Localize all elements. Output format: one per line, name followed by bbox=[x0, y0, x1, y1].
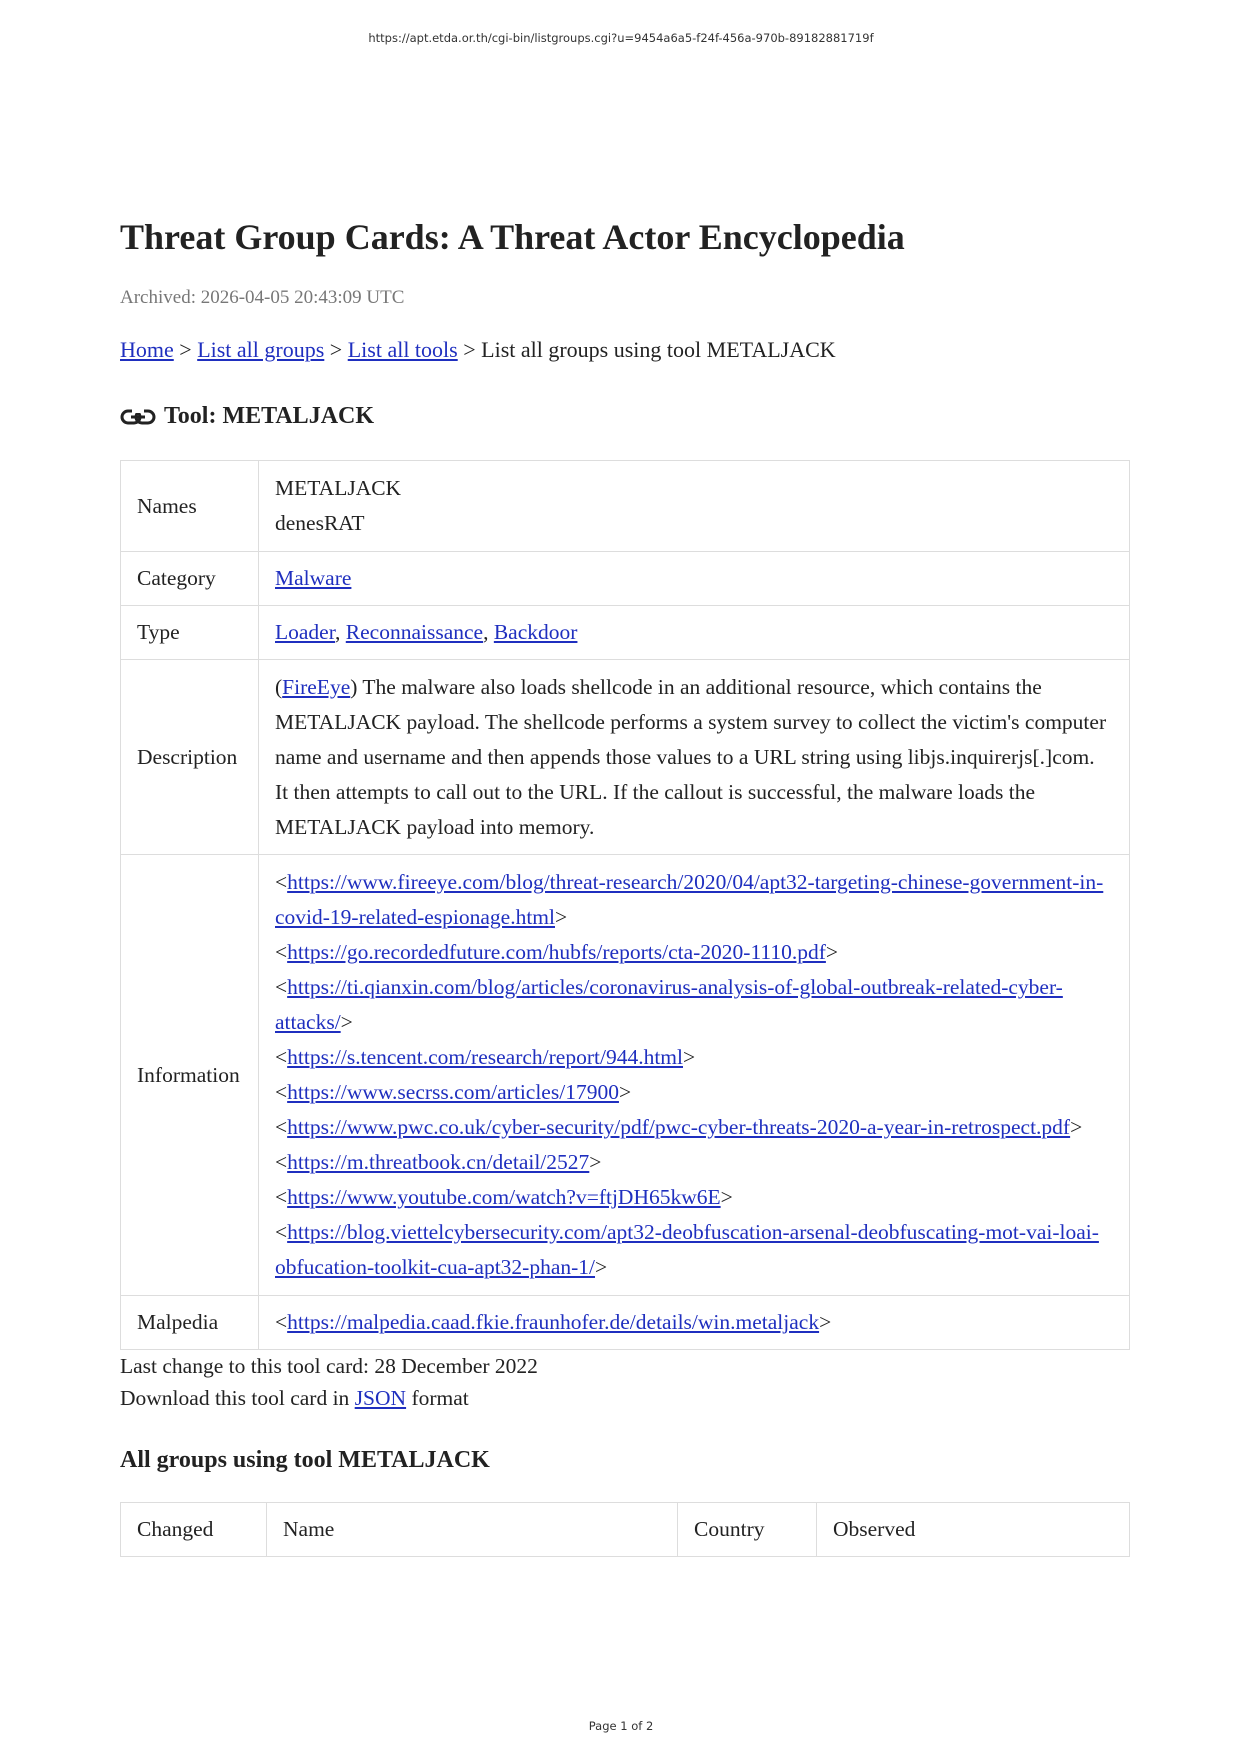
table-row bbox=[121, 552, 1130, 606]
page-title: Threat Group Cards: A Threat Actor Encyclopedia bbox=[120, 217, 905, 257]
breadcrumb-separator: > bbox=[329, 337, 343, 362]
table-row bbox=[121, 461, 1130, 552]
groups-heading: All groups using tool METALJACK bbox=[120, 1447, 490, 1473]
page-url-header: https://apt.etda.or.th/cgi-bin/listgroups.cgi?u=9454a6a5-f24f-456a-970b-89182881719f bbox=[368, 31, 874, 45]
category-link[interactable]: Malware bbox=[275, 566, 352, 590]
breadcrumb-separator: > bbox=[179, 337, 192, 362]
information-link[interactable]: https://m.threatbook.cn/detail/2527 bbox=[287, 1150, 590, 1174]
download-suffix: format bbox=[411, 1386, 469, 1410]
type-value: Loader, Reconnaissance, Backdoor bbox=[259, 606, 1130, 660]
category-value bbox=[259, 552, 1130, 606]
table-row bbox=[121, 855, 1130, 1296]
information-item: <https://go.recordedfuture.com/hubfs/reports/cta-2020-1110.pdf> bbox=[275, 940, 839, 964]
description-text: The malware also loads shellcode in an additional resource, which contains the METALJACK payload. The shellcode performs a system survey to collect the victim's computer name and username and then appends those values to a URL string using libjs.inquirerjs[.]com. It then attempts to call out to the URL. If the callout is successful, the malware loads the METALJACK payload into memory. bbox=[275, 674, 1107, 839]
information-link[interactable]: https://www.secrss.com/articles/17900 bbox=[287, 1080, 619, 1104]
table-row bbox=[121, 606, 1130, 660]
information-link[interactable]: https://go.recordedfuture.com/hubfs/reports/cta-2020-1110.pdf bbox=[287, 940, 826, 964]
type-label: Type bbox=[121, 606, 259, 660]
archived-timestamp: Archived: 2026-04-05 20:43:09 UTC bbox=[120, 287, 405, 308]
breadcrumb-home-link[interactable]: Home bbox=[120, 337, 174, 362]
information-link[interactable]: https://ti.qianxin.com/blog/articles/coronavirus-analysis-of-global-outbreak-related-cyber-attacks/ bbox=[275, 975, 1063, 1034]
name-item: METALJACK bbox=[275, 476, 402, 500]
information-item: <https://s.tencent.com/research/report/944.html> bbox=[275, 1045, 696, 1069]
information-link[interactable]: https://www.pwc.co.uk/cyber-security/pdf/pwc-cyber-threats-2020-a-year-in-retrospect.pdf bbox=[287, 1115, 1071, 1139]
names-label: Names bbox=[121, 461, 259, 552]
page-footer: Page 1 of 2 bbox=[588, 1719, 654, 1733]
table-header-row bbox=[121, 1503, 1130, 1557]
table-row bbox=[121, 1296, 1130, 1350]
breadcrumb-list-groups-link[interactable]: List all groups bbox=[197, 337, 325, 362]
breadcrumb-list-tools-link[interactable]: List all tools bbox=[347, 337, 458, 362]
last-change-text: Last change to this tool card: 28 December 2022 bbox=[120, 1354, 538, 1378]
json-download-link[interactable]: JSON bbox=[354, 1386, 407, 1410]
tool-info-table bbox=[120, 460, 1130, 1350]
information-link[interactable]: https://www.youtube.com/watch?v=ftjDH65kw6E bbox=[287, 1185, 721, 1209]
information-item: <https://www.youtube.com/watch?v=ftjDH65kw6E> bbox=[275, 1185, 733, 1209]
information-item: <https://www.secrss.com/articles/17900> bbox=[275, 1080, 632, 1104]
column-header-name[interactable]: Name bbox=[267, 1503, 678, 1557]
column-header-changed[interactable]: Changed bbox=[121, 1503, 267, 1557]
table-row bbox=[121, 660, 1130, 855]
malpedia-value: <https://malpedia.caad.fkie.fraunhofer.de/details/win.metaljack> bbox=[259, 1296, 1130, 1350]
information-item: <https://m.threatbook.cn/detail/2527> bbox=[275, 1150, 602, 1174]
information-link[interactable]: https://s.tencent.com/research/report/944.html bbox=[287, 1045, 683, 1069]
information-value bbox=[259, 855, 1130, 1296]
type-link[interactable]: Backdoor bbox=[493, 620, 578, 644]
malpedia-link[interactable]: https://malpedia.caad.fkie.fraunhofer.de/details/win.metaljack bbox=[287, 1310, 820, 1334]
information-item: <https://ti.qianxin.com/blog/articles/coronavirus-analysis-of-global-outbreak-related-cyber-attacks/> bbox=[275, 975, 1063, 1034]
category-label: Category bbox=[121, 552, 259, 606]
names-value bbox=[259, 461, 1130, 552]
description-label: Description bbox=[121, 660, 259, 855]
tool-heading bbox=[120, 398, 1130, 434]
information-link[interactable]: https://www.fireeye.com/blog/threat-research/2020/04/apt32-targeting-chinese-government-in-covid-19-related-espionage.html bbox=[275, 870, 1104, 929]
column-header-observed[interactable]: Observed bbox=[817, 1503, 1130, 1557]
malpedia-label: Malpedia bbox=[121, 1296, 259, 1350]
breadcrumb bbox=[120, 334, 1130, 366]
link-icon bbox=[120, 404, 156, 432]
name-item: denesRAT bbox=[275, 511, 365, 535]
tool-heading-text: Tool: METALJACK bbox=[164, 403, 375, 429]
groups-table bbox=[120, 1502, 1130, 1557]
column-header-country[interactable]: Country bbox=[678, 1503, 817, 1557]
type-link[interactable]: Reconnaissance bbox=[345, 620, 484, 644]
description-value: (FireEye) The malware also loads shellcode in an additional resource, which contains the METALJACK payload. The shellcode performs a system survey to collect the victim's computer name and username and then appends those values to a URL string using libjs.inquirerjs[.]com. It then attempts to call out to the URL. If the callout is successful, the malware loads the METALJACK payload into memory. bbox=[259, 660, 1130, 855]
description-source-link[interactable]: FireEye bbox=[282, 674, 351, 699]
breadcrumb-current: List all groups using tool METALJACK bbox=[481, 337, 836, 362]
information-item: <https://www.fireeye.com/blog/threat-research/2020/04/apt32-targeting-chinese-government-in-covid-19-related-espionage.html> bbox=[275, 870, 1104, 929]
main-content bbox=[120, 212, 1130, 1557]
information-item: <https://www.pwc.co.uk/cyber-security/pdf/pwc-cyber-threats-2020-a-year-in-retrospect.pdf> bbox=[275, 1115, 1083, 1139]
information-link[interactable]: https://blog.viettelcybersecurity.com/apt32-deobfuscation-arsenal-deobfuscating-mot-vai-loai-obfucation-toolkit-cua-apt32-phan-1/ bbox=[275, 1220, 1099, 1279]
breadcrumb-separator: > bbox=[463, 337, 476, 362]
information-label: Information bbox=[121, 855, 259, 1296]
type-link[interactable]: Loader bbox=[275, 620, 336, 644]
download-prefix: Download this tool card in bbox=[120, 1386, 350, 1410]
download-line bbox=[120, 1382, 1130, 1414]
information-item: <https://blog.viettelcybersecurity.com/apt32-deobfuscation-arsenal-deobfuscating-mot-vai-loai-obfucation-toolkit-cua-apt32-phan-1/> bbox=[275, 1220, 1099, 1279]
